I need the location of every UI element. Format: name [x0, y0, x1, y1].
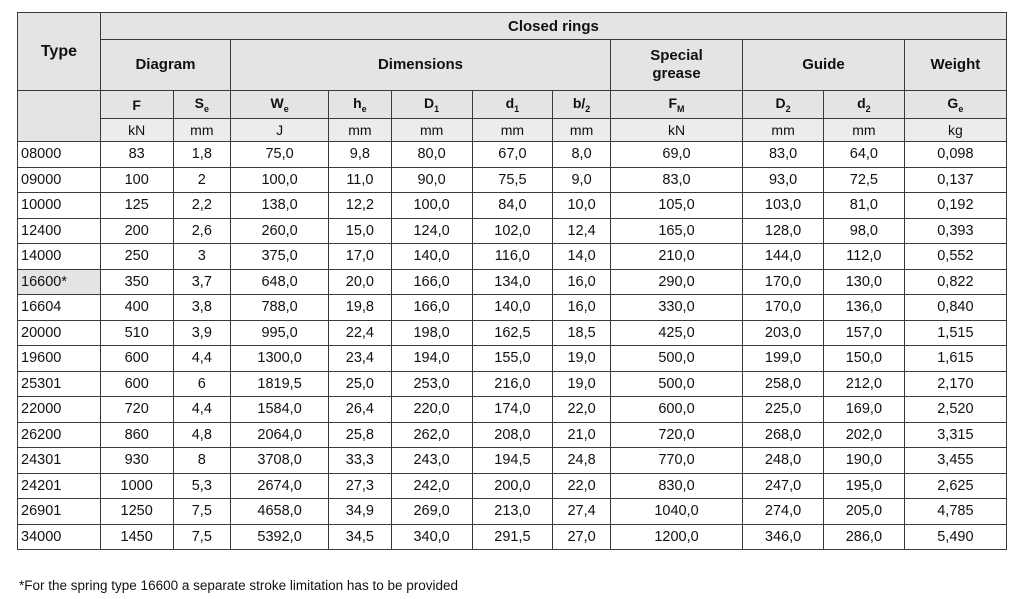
- type-cell: 24201: [18, 473, 101, 499]
- value-cell: 930: [100, 448, 173, 474]
- value-cell: 208,0: [472, 422, 553, 448]
- value-cell: 98,0: [823, 218, 904, 244]
- type-cell: 12400: [18, 218, 101, 244]
- value-cell: 268,0: [743, 422, 824, 448]
- value-cell: 3,315: [904, 422, 1006, 448]
- symbol-base: G: [947, 95, 959, 112]
- value-cell: 103,0: [743, 193, 824, 219]
- value-cell: 2,6: [173, 218, 231, 244]
- value-cell: 1040,0: [610, 499, 742, 525]
- value-cell: 12,2: [329, 193, 392, 219]
- table-row: [18, 346, 1007, 372]
- value-cell: 258,0: [743, 371, 824, 397]
- value-cell: 330,0: [610, 295, 742, 321]
- value-cell: 340,0: [391, 524, 472, 550]
- value-cell: 100: [100, 167, 173, 193]
- value-cell: 12,4: [553, 218, 611, 244]
- unit-cell: mm: [553, 119, 611, 142]
- value-cell: 27,3: [329, 473, 392, 499]
- value-cell: 213,0: [472, 499, 553, 525]
- value-cell: 140,0: [472, 295, 553, 321]
- value-cell: 136,0: [823, 295, 904, 321]
- value-cell: 169,0: [823, 397, 904, 423]
- value-cell: 144,0: [743, 244, 824, 270]
- value-cell: 210,0: [610, 244, 742, 270]
- value-cell: 600,0: [610, 397, 742, 423]
- value-cell: 600: [100, 371, 173, 397]
- table-row: [18, 218, 1007, 244]
- value-cell: 4,785: [904, 499, 1006, 525]
- value-cell: 10,0: [553, 193, 611, 219]
- unit-cell: mm: [173, 119, 231, 142]
- table-row: [18, 269, 1007, 295]
- value-cell: 194,0: [391, 346, 472, 372]
- value-cell: 190,0: [823, 448, 904, 474]
- value-cell: 290,0: [610, 269, 742, 295]
- value-cell: 72,5: [823, 167, 904, 193]
- type-cell: 34000: [18, 524, 101, 550]
- symbol-header: [472, 91, 553, 119]
- value-cell: 1000: [100, 473, 173, 499]
- type-cell: 09000: [18, 167, 101, 193]
- value-cell: 346,0: [743, 524, 824, 550]
- value-cell: 69,0: [610, 142, 742, 168]
- value-cell: 830,0: [610, 473, 742, 499]
- value-cell: 130,0: [823, 269, 904, 295]
- value-cell: 2064,0: [231, 422, 329, 448]
- value-cell: 0,840: [904, 295, 1006, 321]
- value-cell: 21,0: [553, 422, 611, 448]
- value-cell: 2: [173, 167, 231, 193]
- value-cell: 11,0: [329, 167, 392, 193]
- value-cell: 1250: [100, 499, 173, 525]
- unit-cell: kN: [100, 119, 173, 142]
- value-cell: 720,0: [610, 422, 742, 448]
- value-cell: 80,0: [391, 142, 472, 168]
- value-cell: 203,0: [743, 320, 824, 346]
- table-body: [18, 142, 1007, 550]
- value-cell: 200: [100, 218, 173, 244]
- value-cell: 1,615: [904, 346, 1006, 372]
- symbol-header: [391, 91, 472, 119]
- value-cell: 3708,0: [231, 448, 329, 474]
- type-cell: 26901: [18, 499, 101, 525]
- value-cell: 1,515: [904, 320, 1006, 346]
- unit-cell: mm: [743, 119, 824, 142]
- guide-header: Guide: [743, 40, 905, 91]
- value-cell: 140,0: [391, 244, 472, 270]
- value-cell: 9,8: [329, 142, 392, 168]
- value-cell: 93,0: [743, 167, 824, 193]
- value-cell: 205,0: [823, 499, 904, 525]
- symbol-header: [231, 91, 329, 119]
- symbol-subscript: e: [361, 103, 367, 114]
- value-cell: 0,192: [904, 193, 1006, 219]
- type-cell: 24301: [18, 448, 101, 474]
- value-cell: 6: [173, 371, 231, 397]
- value-cell: 247,0: [743, 473, 824, 499]
- table-row: [18, 167, 1007, 193]
- value-cell: 128,0: [743, 218, 824, 244]
- value-cell: 0,822: [904, 269, 1006, 295]
- symbol-subscript: e: [958, 103, 964, 114]
- value-cell: 102,0: [472, 218, 553, 244]
- value-cell: 67,0: [472, 142, 553, 168]
- value-cell: 14,0: [553, 244, 611, 270]
- value-cell: 243,0: [391, 448, 472, 474]
- value-cell: 375,0: [231, 244, 329, 270]
- value-cell: 90,0: [391, 167, 472, 193]
- value-cell: 248,0: [743, 448, 824, 474]
- value-cell: 165,0: [610, 218, 742, 244]
- table-row: [18, 244, 1007, 270]
- value-cell: 5392,0: [231, 524, 329, 550]
- type-cell: 22000: [18, 397, 101, 423]
- value-cell: 350: [100, 269, 173, 295]
- value-cell: 105,0: [610, 193, 742, 219]
- value-cell: 1584,0: [231, 397, 329, 423]
- value-cell: 195,0: [823, 473, 904, 499]
- value-cell: 212,0: [823, 371, 904, 397]
- value-cell: 83,0: [610, 167, 742, 193]
- value-cell: 5,3: [173, 473, 231, 499]
- type-cell: 16600*: [18, 269, 101, 295]
- value-cell: 19,8: [329, 295, 392, 321]
- value-cell: 2,520: [904, 397, 1006, 423]
- value-cell: 22,4: [329, 320, 392, 346]
- unit-cell: mm: [329, 119, 392, 142]
- special-grease-line1: Special: [650, 47, 703, 64]
- symbol-subscript: M: [677, 103, 685, 114]
- value-cell: 125: [100, 193, 173, 219]
- value-cell: 27,4: [553, 499, 611, 525]
- unit-cell: kN: [610, 119, 742, 142]
- value-cell: 194,5: [472, 448, 553, 474]
- value-cell: 170,0: [743, 295, 824, 321]
- symbol-subscript: e: [203, 103, 209, 114]
- value-cell: 274,0: [743, 499, 824, 525]
- symbol-header: [823, 91, 904, 119]
- symbol-base: d: [505, 95, 515, 112]
- value-cell: 7,5: [173, 499, 231, 525]
- value-cell: 83: [100, 142, 173, 168]
- value-cell: 2,2: [173, 193, 231, 219]
- value-cell: 18,5: [553, 320, 611, 346]
- symbol-subscript: 1: [514, 103, 520, 114]
- value-cell: 225,0: [743, 397, 824, 423]
- value-cell: 200,0: [472, 473, 553, 499]
- value-cell: 2,625: [904, 473, 1006, 499]
- value-cell: 100,0: [391, 193, 472, 219]
- value-cell: 75,5: [472, 167, 553, 193]
- value-cell: 720: [100, 397, 173, 423]
- closed-rings-header: Closed rings: [100, 13, 1006, 40]
- value-cell: 23,4: [329, 346, 392, 372]
- value-cell: 81,0: [823, 193, 904, 219]
- symbol-header: [610, 91, 742, 119]
- type-cell: 20000: [18, 320, 101, 346]
- value-cell: 27,0: [553, 524, 611, 550]
- value-cell: 3,7: [173, 269, 231, 295]
- value-cell: 84,0: [472, 193, 553, 219]
- value-cell: 24,8: [553, 448, 611, 474]
- type-header-cell-blank: [18, 91, 101, 142]
- value-cell: 0,098: [904, 142, 1006, 168]
- symbol-base: h: [353, 95, 362, 112]
- value-cell: 3,9: [173, 320, 231, 346]
- value-cell: 19,0: [553, 371, 611, 397]
- dimensions-header: Dimensions: [231, 40, 611, 91]
- special-grease-header: [610, 40, 742, 91]
- value-cell: 0,393: [904, 218, 1006, 244]
- value-cell: 174,0: [472, 397, 553, 423]
- value-cell: 33,3: [329, 448, 392, 474]
- table-row: [18, 142, 1007, 168]
- symbol-base: F: [668, 95, 678, 112]
- table-row: [18, 320, 1007, 346]
- table-row: [18, 397, 1007, 423]
- symbol-header: [553, 91, 611, 119]
- value-cell: 19,0: [553, 346, 611, 372]
- value-cell: 4,4: [173, 397, 231, 423]
- value-cell: 262,0: [391, 422, 472, 448]
- value-cell: 1,8: [173, 142, 231, 168]
- symbol-header: [100, 91, 173, 119]
- value-cell: 216,0: [472, 371, 553, 397]
- symbol-base: S: [194, 95, 204, 112]
- value-cell: 250: [100, 244, 173, 270]
- symbol-base: d: [857, 95, 866, 112]
- value-cell: 7,5: [173, 524, 231, 550]
- symbol-row: [18, 91, 1007, 119]
- value-cell: 1300,0: [231, 346, 329, 372]
- value-cell: 16,0: [553, 295, 611, 321]
- symbol-subscript: 2: [785, 103, 791, 114]
- type-cell: 16604: [18, 295, 101, 321]
- value-cell: 8,0: [553, 142, 611, 168]
- value-cell: 1819,5: [231, 371, 329, 397]
- table-row: [18, 193, 1007, 219]
- value-cell: 157,0: [823, 320, 904, 346]
- value-cell: 124,0: [391, 218, 472, 244]
- value-cell: 162,5: [472, 320, 553, 346]
- table-row: [18, 473, 1007, 499]
- value-cell: 26,4: [329, 397, 392, 423]
- unit-cell: mm: [823, 119, 904, 142]
- value-cell: 8: [173, 448, 231, 474]
- value-cell: 220,0: [391, 397, 472, 423]
- type-cell: 26200: [18, 422, 101, 448]
- value-cell: 15,0: [329, 218, 392, 244]
- value-cell: 425,0: [610, 320, 742, 346]
- footnote: *For the spring type 16600 a separate stroke limitation has to be provided: [19, 578, 459, 593]
- table-row: [18, 524, 1007, 550]
- value-cell: 788,0: [231, 295, 329, 321]
- value-cell: 25,8: [329, 422, 392, 448]
- value-cell: 1200,0: [610, 524, 742, 550]
- value-cell: 400: [100, 295, 173, 321]
- table-container: [17, 12, 1007, 550]
- value-cell: 500,0: [610, 346, 742, 372]
- unit-cell: kg: [904, 119, 1006, 142]
- unit-cell: J: [231, 119, 329, 142]
- symbol-header: [743, 91, 824, 119]
- value-cell: 260,0: [231, 218, 329, 244]
- table-row: [18, 448, 1007, 474]
- symbol-subscript: 2: [585, 103, 591, 114]
- value-cell: 770,0: [610, 448, 742, 474]
- value-cell: 600: [100, 346, 173, 372]
- value-cell: 0,552: [904, 244, 1006, 270]
- value-cell: 25,0: [329, 371, 392, 397]
- symbol-header: [904, 91, 1006, 119]
- value-cell: 116,0: [472, 244, 553, 270]
- value-cell: 4658,0: [231, 499, 329, 525]
- value-cell: 20,0: [329, 269, 392, 295]
- value-cell: 4,4: [173, 346, 231, 372]
- value-cell: 860: [100, 422, 173, 448]
- value-cell: 134,0: [472, 269, 553, 295]
- unit-cell: mm: [391, 119, 472, 142]
- value-cell: 269,0: [391, 499, 472, 525]
- value-cell: 22,0: [553, 473, 611, 499]
- value-cell: 34,9: [329, 499, 392, 525]
- value-cell: 166,0: [391, 295, 472, 321]
- value-cell: 34,5: [329, 524, 392, 550]
- value-cell: 112,0: [823, 244, 904, 270]
- symbol-base: b/: [572, 95, 586, 112]
- type-cell: 19600: [18, 346, 101, 372]
- value-cell: 22,0: [553, 397, 611, 423]
- symbol-base: W: [270, 95, 284, 112]
- value-cell: 648,0: [231, 269, 329, 295]
- unit-row: [18, 119, 1007, 142]
- value-cell: 138,0: [231, 193, 329, 219]
- value-cell: 100,0: [231, 167, 329, 193]
- value-cell: 3,455: [904, 448, 1006, 474]
- value-cell: 202,0: [823, 422, 904, 448]
- table-row: [18, 295, 1007, 321]
- value-cell: 83,0: [743, 142, 824, 168]
- value-cell: 0,137: [904, 167, 1006, 193]
- value-cell: 150,0: [823, 346, 904, 372]
- table-row: [18, 371, 1007, 397]
- unit-cell: mm: [472, 119, 553, 142]
- symbol-header: [329, 91, 392, 119]
- value-cell: 995,0: [231, 320, 329, 346]
- symbol-subscript: e: [283, 103, 289, 114]
- value-cell: 75,0: [231, 142, 329, 168]
- type-cell: 10000: [18, 193, 101, 219]
- value-cell: 2674,0: [231, 473, 329, 499]
- closed-rings-spec-table: [17, 12, 1007, 550]
- weight-header: Weight: [904, 40, 1006, 91]
- value-cell: 166,0: [391, 269, 472, 295]
- value-cell: 170,0: [743, 269, 824, 295]
- value-cell: 2,170: [904, 371, 1006, 397]
- special-grease-line2: grease: [652, 65, 701, 82]
- value-cell: 198,0: [391, 320, 472, 346]
- value-cell: 64,0: [823, 142, 904, 168]
- diagram-header: Diagram: [100, 40, 230, 91]
- value-cell: 253,0: [391, 371, 472, 397]
- value-cell: 5,490: [904, 524, 1006, 550]
- type-cell: 14000: [18, 244, 101, 270]
- value-cell: 3,8: [173, 295, 231, 321]
- value-cell: 291,5: [472, 524, 553, 550]
- type-header: Type: [18, 13, 101, 91]
- value-cell: 4,8: [173, 422, 231, 448]
- value-cell: 286,0: [823, 524, 904, 550]
- symbol-subscript: 1: [434, 103, 440, 114]
- type-cell: 08000: [18, 142, 101, 168]
- value-cell: 242,0: [391, 473, 472, 499]
- symbol-base: D: [775, 95, 786, 112]
- symbol-header: [173, 91, 231, 119]
- table-row: [18, 422, 1007, 448]
- value-cell: 199,0: [743, 346, 824, 372]
- symbol-subscript: 2: [865, 103, 871, 114]
- table-row: [18, 499, 1007, 525]
- symbol-base: D: [424, 95, 435, 112]
- value-cell: 3: [173, 244, 231, 270]
- value-cell: 9,0: [553, 167, 611, 193]
- value-cell: 16,0: [553, 269, 611, 295]
- symbol-base: F: [132, 96, 141, 113]
- value-cell: 1450: [100, 524, 173, 550]
- value-cell: 510: [100, 320, 173, 346]
- value-cell: 500,0: [610, 371, 742, 397]
- value-cell: 155,0: [472, 346, 553, 372]
- type-cell: 25301: [18, 371, 101, 397]
- value-cell: 17,0: [329, 244, 392, 270]
